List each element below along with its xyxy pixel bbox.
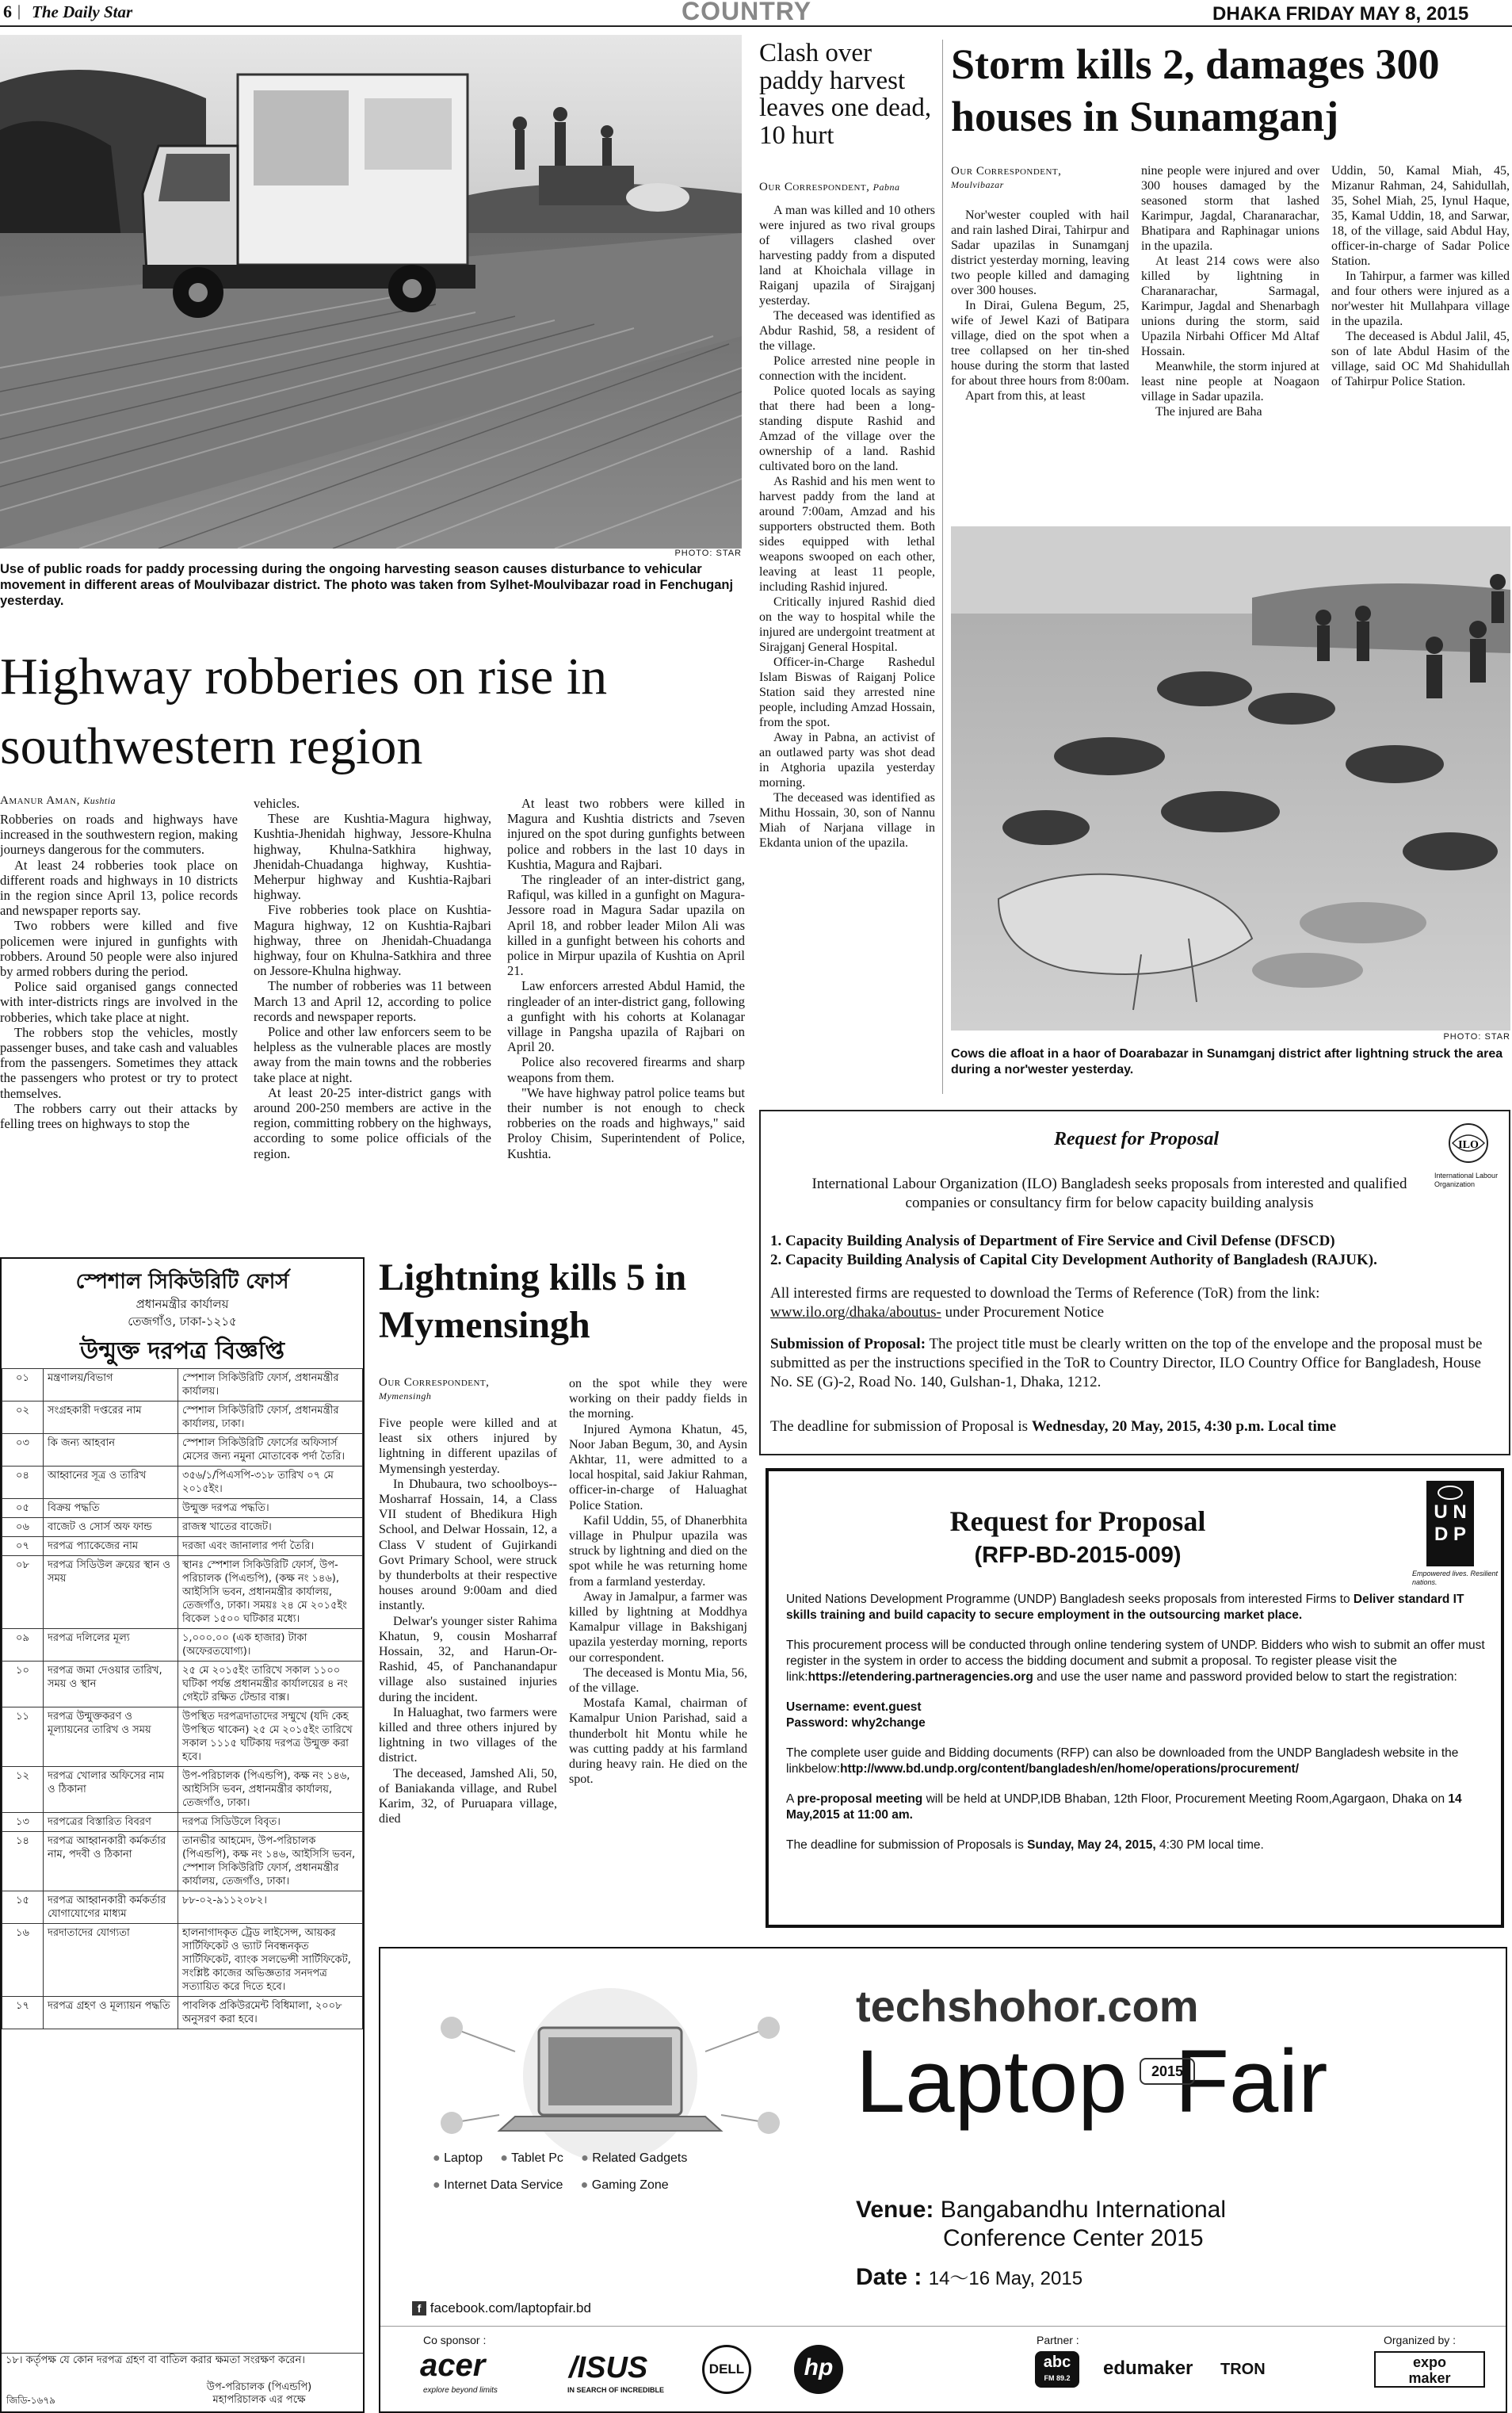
undp-logo-text: U N D P bbox=[1434, 1501, 1467, 1545]
tender-cell-n: ০৩ bbox=[2, 1434, 44, 1467]
photo2-caption: Cows die afloat in a haor of Doarabazar in Sunamganj district after lightning struck the area during a nor'wester yesterday. bbox=[951, 1047, 1503, 1076]
tender-cell-k: বিক্রয় পদ্ধতি bbox=[44, 1499, 178, 1518]
laptop-illustration-icon bbox=[404, 1980, 816, 2170]
sponsor-hp: hp bbox=[794, 2345, 843, 2394]
photo2-credit: PHOTO: STAR bbox=[1443, 1032, 1510, 1042]
table-row bbox=[2, 1434, 363, 1467]
lightning-headline: Lightning kills 5 in Mymensingh bbox=[379, 1256, 687, 1346]
partner-edumaker: edumaker bbox=[1103, 2358, 1193, 2379]
section-name: COUNTRY bbox=[682, 0, 812, 25]
lightning-col1: Five people were killed and at least six others injured by lightning in different upazilas of Mymensingh yesterday. In Dhubaura, two schoolboys-- Mosharraf Hossain, 14, a Class VII student of Bhedikura High School, and Delwar Hossain, 12, a Class V student of Gujirkandi Govt Primary School, were struck by thunderbolts at their respective houses around 9:00am and died instantly. Delwar's younger sister Rahima Khatun, 9, cousin Mosharraf Hossain, 32, and Harun-Or-Rashid, 45, of Panchanandapur village also sustained injuries during the incident. In Haluaghat, two farmers were killed and three others injured by lightning in two villages of the district. The deceased, Jamshed Ali, 50, of Baniakanda village, and Rubel Karim, 32, of Puruapara village, died bbox=[379, 1417, 557, 1826]
tender-cell-n: ০৬ bbox=[2, 1518, 44, 1537]
table-row bbox=[2, 1813, 363, 1832]
ilo-logo-sub: International Labour Organization bbox=[1434, 1172, 1499, 1188]
highway-headline: Highway robberies on rise in southwestern region bbox=[0, 648, 608, 775]
table-row bbox=[2, 1369, 363, 1402]
tender-cell-v: হালনাগাদকৃত ট্রেড লাইসেন্স, আয়কর সার্টিফিকেট ও ভ্যাট নিবন্ধনকৃত সার্টিফিকেট, ব্যাংক সলভেন্সী সার্টিফিকেট, সংশ্লিষ্ট কাজের অভিজ্ঞতার সনদপত্র সত্যায়িত করে দিতে হবে। bbox=[178, 1924, 363, 1997]
tender-cell-k: দরপত্র গ্রহণ ও মূল্যায়ন পদ্ধতি bbox=[44, 1997, 178, 2029]
page-number: 6 bbox=[3, 2, 12, 21]
highway-col1: Robberies on roads and highways have increased in the southwestern region, making journeys dangerous for the commuters. At least 24 robberies took place on different roads and highways in 10 districts in the region since April 13, police records and newspaper reports say. Two robbers were killed and five policemen were injured in gunfights with robbers. Around 50 people were also injured by armed robbers during the period. Police said organised gangs connected with inter-districts rings are involved in the robberies, which take place at night. The robbers stop the vehicles, mostly passenger buses, and take cash and valuables from the passengers. Sometimes they attack the passengers who protest or try to protect themselves. The robbers carry out their attacks by felling trees on highways to stop the bbox=[0, 812, 238, 1132]
tender-cell-v: স্পেশাল সিকিউরিটি ফোর্স, প্রধানমন্ত্রীর কার্যালয়, ঢাকা। bbox=[178, 1402, 363, 1434]
tender-cell-k: দরপত্র আহ্বানকারী কর্মকর্তার যোগাযোগের মাধ্যম bbox=[44, 1891, 178, 1924]
laptop-date: Date : 14～16 May, 2015 bbox=[856, 2264, 1083, 2290]
tender-cell-n: ১৫ bbox=[2, 1891, 44, 1924]
laptop-categories: ● Laptop ● Tablet Pc ● Related Gadgets ● Internet Data Service ● Gaming Zone bbox=[433, 2151, 688, 2192]
storm-col2: nine people were injured and over 300 houses damaged by the seasoned storm that lashed Karimpur, Jagdal, Charanarachar, Bhatipara and Raphinagar unions in the upazila. At least 214 cows were also killed by lightning in Charanarachar, Sarmagal, Karimpur, Jagdal and Shenarbagh unions during the storm, said Upazila Nirbahi Officer Md Altaf Hossain. Meanwhile, the storm injured at least nine people at Noagaon village in Sadar upazila. The injured are Baha bbox=[1141, 164, 1319, 419]
highway-byline: Amanur Aman, Kushtia bbox=[0, 794, 116, 807]
tender-cell-k: দরপত্র দলিলের মূল্য bbox=[44, 1629, 178, 1662]
storm-headline: Storm kills 2, damages 300 houses in Sunamganj bbox=[951, 40, 1440, 140]
tender-table bbox=[2, 1368, 363, 2029]
laptop-partner-label: Partner : bbox=[1037, 2334, 1079, 2346]
tender-cell-v: দরজা এবং জানালার পর্দা তৈরি। bbox=[178, 1537, 363, 1556]
tender-cell-n: ০৪ bbox=[2, 1467, 44, 1499]
tender-cell-n: ১৪ bbox=[2, 1832, 44, 1891]
laptop-year-badge: 2015 bbox=[1140, 2058, 1195, 2085]
sponsor-asus-tag: IN SEARCH OF INCREDIBLE bbox=[567, 2386, 665, 2394]
table-row bbox=[2, 1924, 363, 1997]
tender-cell-n: ১৩ bbox=[2, 1813, 44, 1832]
tender-cell-k: দরপত্র উন্মুক্তকরণ ও মূল্যায়নের তারিখ ও সময় bbox=[44, 1707, 178, 1767]
photo-cows-haor bbox=[951, 526, 1510, 1031]
lightning-byline: Our Correspondent, Mymensingh bbox=[379, 1376, 490, 1402]
tender-cell-n: ০৭ bbox=[2, 1537, 44, 1556]
tender-cell-k: সংগ্রহকারী দপ্তরের নাম bbox=[44, 1402, 178, 1434]
tender-cell-v: পাবলিক প্রকিউরমেন্ট বিধিমালা, ২০০৮ অনুসরণ করা হবে। bbox=[178, 1997, 363, 2029]
undp-procurement-link[interactable]: http://www.bd.undp.org/content/bangladesh/en/home/operations/procurement/ bbox=[840, 1762, 1300, 1776]
clash-body: A man was killed and 10 others were injured as two rival groups of villagers clashed over harvesting paddy from a disputed land at Khoichala village in Raiganj upazila of Sirajganj yesterday. The deceased was identified as Abdur Rashid, 58, a resident of the village. Police arrested nine people in connection with the incident. Police quoted locals as saying that there had been a long-standing dispute Rashid and Amzad of the village over the ownership of a land. Rashid cultivated boro on the land. As Rashid and his men went to harvest paddy from the land at around 7:00am, Amzad and his supporters obstructed them. Both sides equipped with lethal weapons swooped on each other, leaving at least 11 people, including Rashid injured. Critically injured Rashid died on the way to hospital while the injured are undergoint treatment at Sirajganj General Hospital. Officer-in-Charge Rashedul Islam Biswas of Raiganj Police Station said they arrested nine people, including Amzad Hossain, from the spot. Away in Pabna, an activist of an outlawed party was shot dead in Atghoria upazila yesterday morning. The deceased was identified as Mithu Hossain, 30, son of Nannu Miah of Narjana village in Ekdanta union of the upazila. bbox=[759, 204, 935, 850]
storm-col3: Uddin, 50, Kamal Miah, 45, Mizanur Rahman, 24, Sahidullah, 35, Sohel Miah, 25, Iynul Haque, 35, Kamal Uddin, 18, and Sarwar, 18, of the village, said Abdul Hay, officer-in-charge of Sadar Police Station. In Tahirpur, a farmer was killed and four others were injured as a nor'wester hit Mullahpara village in the upazila. The deceased is Abdul Jalil, 45, son of late Abdul Hasim of the village, said OC Md Shahidullah of Tahirpur Police Station. bbox=[1331, 164, 1510, 388]
laptop-cosponsor-label: Co sponsor : bbox=[423, 2334, 487, 2346]
tender-cell-k: মন্ত্রণালয়/বিভাগ bbox=[44, 1369, 178, 1402]
tender-note: ১৮। কর্তৃপক্ষ যে কোন দরপত্র গ্রহণ বা বাতিল করার ক্ষমতা সংরক্ষণ করেন। bbox=[2, 2353, 363, 2367]
tender-cell-v: দরপত্র সিডিউলে বিবৃত। bbox=[178, 1813, 363, 1832]
tender-cell-v: উপ-পরিচালক (পিএন্ডপি), কক্ষ নং ১৪৬, আইসিসি ভবন, প্রধানমন্ত্রীর কার্যালয়, তেজগাঁও, ঢাকা। bbox=[178, 1767, 363, 1813]
tender-notice bbox=[0, 1257, 365, 2413]
table-row bbox=[2, 1556, 363, 1629]
partner-tron: TRON bbox=[1220, 2361, 1266, 2378]
tender-cell-n: ০২ bbox=[2, 1402, 44, 1434]
tender-cell-v: তানভীর আহমেদ, উপ-পরিচালক (পিএন্ডপি), কক্ষ নং ১৪৬, আইসিসি ভবন, স্পেশাল সিকিউরিটি ফোর্স, প্রধানমন্ত্রীর কার্যালয়, তেজগাঁও, ঢাকা। bbox=[178, 1832, 363, 1891]
ilo-submission: Submission of Proposal: The project title must be clearly written on the top of the envelope and the proposal must be submitted as per the instructions specified in the ToR to Country Director, ILO Country Office for Bangladesh, House No. SE (G)-2, Road No. 140, Gulshan-1, Dhaka, 1212. bbox=[770, 1336, 1483, 1390]
tender-code: জিডি-১৬৭৯ bbox=[6, 2395, 55, 2406]
highway-col2: vehicles. These are Kushtia-Magura highway, Kushtia-Jhenidah highway, Jessore-Khulna highway, Khulna-Satkhira highway, Jhenidah-Chuadanga highway, Kushtia-Meherpur highway and Kushtia-Rajbari highway. Five robberies took place on Kushtia-Magura highway, 12 on Kushtia-Rajbari highway, three on Jhenidah-Chuadanga highway, four on Khulna-Satkhira and three on Jessore-Khulna highway. The number of robberies was 11 between March 13 and April 12, according to police records and newspaper reports. Police and other law enforcers seem to be helpless as the vulnerable places are mostly away from the main towns and the robberies take place at night. At least 20-25 inter-district gangs with around 200-250 members are active in the region, committing robbery on the highways, according to some police officials of the region. bbox=[254, 796, 491, 1161]
laptop-facebook[interactable]: f facebook.com/laptopfair.bd bbox=[412, 2300, 591, 2316]
tender-cell-k: দরপত্র জমা দেওয়ার তারিখ, সময় ও স্থান bbox=[44, 1662, 178, 1707]
facebook-icon: f bbox=[412, 2301, 426, 2315]
tender-cell-n: ০১ bbox=[2, 1369, 44, 1402]
table-row bbox=[2, 1707, 363, 1767]
tender-cell-k: দরপত্র প্যাকেজের নাম bbox=[44, 1537, 178, 1556]
page-header: 6 | The Daily Star COUNTRY DHAKA FRIDAY MAY 8, 2015 bbox=[0, 0, 1512, 27]
tender-cell-n: ০৮ bbox=[2, 1556, 44, 1629]
undp-logo-sub: Empowered lives. Resilient nations. bbox=[1412, 1570, 1499, 1586]
dateline: DHAKA FRIDAY MAY 8, 2015 bbox=[1212, 3, 1469, 25]
table-row bbox=[2, 1767, 363, 1813]
tender-cell-k: কি জন্য আহবান bbox=[44, 1434, 178, 1467]
sponsor-acer: acer bbox=[420, 2348, 486, 2383]
undp-logo-icon bbox=[1426, 1481, 1474, 1566]
photo-truck-paddy bbox=[0, 35, 742, 549]
tender-cell-v: রাজস্ব খাতের বাজেট। bbox=[178, 1518, 363, 1537]
sponsor-dell: DELL bbox=[702, 2345, 751, 2394]
tender-cell-v: উন্মুক্ত দরপত্র পদ্ধতি। bbox=[178, 1499, 363, 1518]
undp-body: United Nations Development Programme (UNDP) Bangladesh seeks proposals from interested Firms to Deliver standard IT skills training and build capacity to secure employment in the outsourcing market place. This procurement process will be conducted through online tendering system of UNDP. Bidders who wish to submit an offer must register in the system in order to access the bidding document and submit a proposal. To register please visit the link:https://etendering.partneragencies.org and use the user name and password provided below to start the registration: Username: event.guest Password: why2change The complete user guide and Bidding documents (RFP) can also be downloaded from the UNDP Bangladesh website in the linkbelow:http://www.bd.undp.org/content/bangladesh/en/home/operations/procurement/ A pre-proposal meeting will be held at UNDP,IDB Bhaban, 12th Floor, Procurement Meeting Room,Agargaon, Dhaka on 14 May,2015 at 11:00 am. The deadline for submission of Proposals is Sunday, May 24, 2015, 4:30 PM local time. bbox=[786, 1593, 1485, 1852]
tender-cell-n: ০৯ bbox=[2, 1629, 44, 1662]
ilo-deadline: The deadline for submission of Proposal is Wednesday, 20 May, 2015, 4:30 p.m. Local time bbox=[770, 1418, 1337, 1435]
table-row bbox=[2, 1997, 363, 2029]
table-row bbox=[2, 1537, 363, 1556]
laptop-organized-label: Organized by : bbox=[1384, 2334, 1457, 2346]
partner-abc: abc FM 89.2 bbox=[1035, 2351, 1079, 2388]
ilo-ad bbox=[759, 1110, 1510, 1455]
tender-cell-k: দরপত্রের বিস্তারিত বিবরণ bbox=[44, 1813, 178, 1832]
tender-cell-v: ২৫ মে ২০১৫ইং তারিখে সকাল ১১০০ ঘটিকা পর্যন্ত প্রধানমন্ত্রীর কার্যালয়ের ৪ নং গেইটে রক্ষিত টেন্ডার বাক্স। bbox=[178, 1662, 363, 1707]
tender-office: প্রধানমন্ত্রীর কার্যালয় bbox=[136, 1297, 229, 1311]
tender-cell-k: আহ্বানের সূত্র ও তারিখ bbox=[44, 1467, 178, 1499]
undp-ad bbox=[766, 1468, 1504, 1928]
table-row bbox=[2, 1662, 363, 1707]
tender-cell-v: ৩৫৬/১/পিএসপি-৩১৮ তারিখ ০৭ মে ২০১৫ইং। bbox=[178, 1467, 363, 1499]
clash-byline: Our Correspondent, Pabna bbox=[759, 181, 900, 193]
tender-cell-k: বাজেট ও সোর্স অফ ফান্ড bbox=[44, 1518, 178, 1537]
tender-address: তেজগাঁও, ঢাকা-১২১৫ bbox=[128, 1314, 237, 1329]
table-row bbox=[2, 1891, 363, 1924]
tender-cell-k: দরদাতাদের যোগ্যতা bbox=[44, 1924, 178, 1997]
paper-name: The Daily Star bbox=[32, 2, 133, 21]
tender-cell-v: স্পেশাল সিকিউরিটি ফোর্সের অফিসার্স মেসের জন্য নমুনা মোতাবেক পর্দা তৈরি। bbox=[178, 1434, 363, 1467]
ilo-title: Request for Proposal bbox=[1053, 1129, 1219, 1149]
sponsor-acer-tag: explore beyond limits bbox=[423, 2386, 498, 2395]
undp-code: (RFP-BD-2015-009) bbox=[974, 1543, 1182, 1568]
table-row bbox=[2, 1499, 363, 1518]
tender-cell-v: ৮৮-০২-৯১১২০৮২। bbox=[178, 1891, 363, 1924]
photo1-caption: Use of public roads for paddy processing during the ongoing harvesting season causes disturbance to vehicular movement in different areas of Moulvibazar district. The photo was taken from Sylhet-Moulvibazar road in Fenchuganj yesterday. bbox=[0, 562, 734, 608]
table-row bbox=[2, 1518, 363, 1537]
tender-cell-n: ১০ bbox=[2, 1662, 44, 1707]
tender-cell-k: দরপত্র সিডিউল ক্রয়ের স্থান ও সময় bbox=[44, 1556, 178, 1629]
clash-headline: Clash over paddy harvest leaves one dead, 10 hurt bbox=[759, 39, 932, 150]
ilo-items: 1. Capacity Building Analysis of Department of Fire Service and Civil Defense (DFSCD) 2. Capacity Building Analysis of Capital City Development Authority of Bangladesh (RAJUK). bbox=[770, 1233, 1377, 1268]
ilo-logo-icon bbox=[1441, 1122, 1496, 1170]
tender-cell-v: উপস্থিত দরপত্রদাতাদের সম্মুখে (যদি কেহ উপস্থিত থাকেন) ২৫ মে ২০১৫ইং তারিখে সকাল ১১১৫ ঘটিকায় দরপত্র উন্মুক্ত করা হবে। bbox=[178, 1707, 363, 1767]
tender-cell-v: স্পেশাল সিকিউরিটি ফোর্স, প্রধানমন্ত্রীর কার্যালয়। bbox=[178, 1369, 363, 1402]
tender-signature: উপ-পরিচালক (পিএন্ডপি) মহাপরিচালক এর পক্ষে bbox=[206, 2381, 312, 2406]
storm-byline: Our Correspondent, Moulvibazar bbox=[951, 165, 1062, 190]
ilo-tor: All interested firms are requested to download the Terms of Reference (ToR) from the link: www.ilo.org/dhaka/aboutus- under Procurement Notice bbox=[770, 1285, 1320, 1321]
table-row bbox=[2, 1402, 363, 1434]
highway-col3: At least two robbers were killed in Magura and Kushtia districts and 7seven injured on the spot during gunfights between police and robbers in the last 10 days in Kushtia, Magura and Rajbari. The ringleader of an inter-district gang, Rafiqul, was killed in a gunfight on Magura-Jessore road in Magura Sadar upazila on April 18, and robber leader Milon Ali was killed in a gunfight between his cohorts and police in Mirpur upazila of Kushtia on April 21. Law enforcers arrested Abdul Hamid, the ringleader of an inter-district gang, following a gunfight with his cohorts at Kolanagar village in Pangsha upazila of Rajbari on April 20. Police also recovered firearms and sharp weapons from them. "We have highway patrol police teams but their number is not enough to check robberies on the roads and highways," said Proloy Chisim, Superintendent of Police, Kushtia. bbox=[507, 796, 745, 1161]
storm-col1: Nor'wester coupled with hail and rain lashed Dirai, Tahirpur and Sadar upazilas in Sunamganj district yesterday morning, leaving two people killed and damaging over 300 houses. In Dirai, Gulena Begum, 25, wife of Jewel Kazi of Batipara village, died on the spot when a tree collapsed on her tin-shed house during the storm that lasted for about three hours from 8:00am. Apart from this, at least bbox=[951, 208, 1129, 403]
table-row bbox=[2, 1467, 363, 1499]
ilo-intro: International Labour Organization (ILO) Bangladesh seeks proposals from interested and qualified companies or consultancy firm for below capacity building analysis bbox=[811, 1176, 1407, 1211]
tender-cell-k: দরপত্র আহ্বানকারী কর্মকর্তার নাম, পদবী ও ঠিকানা bbox=[44, 1832, 178, 1891]
tender-cell-n: ১২ bbox=[2, 1767, 44, 1813]
organizer-expomaker: expo maker bbox=[1374, 2351, 1485, 2388]
laptop-fair-ad bbox=[379, 1947, 1507, 2413]
undp-etender-link[interactable]: https://etendering.partneragencies.org bbox=[808, 1670, 1033, 1684]
tender-cell-v: স্থানঃ স্পেশাল সিকিউরিটি ফোর্স, উপ-পরিচালক (পিএন্ডপি), (কক্ষ নং ১৪৬), আইসিসি ভবন, প্রধানমন্ত্রীর কার্যালয়, তেজগাঁও, ঢাকা। সময়ঃ ২৪ মে ২০১৫ইং বিকেল ১৫০০ ঘটিকার মধ্যে। bbox=[178, 1556, 363, 1629]
lightning-col2: on the spot while they were working on their paddy fields in the morning. Injured Aymona Khatun, 45, Noor Jaban Begum, 30, and Aysin Akhtar, 11, were admitted to a local hospital, said Jakiur Rahman, officer-in-charge of Haluaghat Police Station. Kafil Uddin, 55, of Dhanerbhita village in Phulpur upazila was struck by lightning and died on the spot while he was returning home from a farmland yesterday. Away in Jamalpur, a farmer was killed by lightning at Moddhya Kamalpur village in Bakshiganj upazila yesterday morning, reports our correspondent. The deceased is Montu Mia, 56, of the village. Mostafa Kamal, chairman of Kamalpur Union Parishad, said a thunderbolt hit Montu while he was cutting paddy at his farmland during heavy rain. He died on the spot. bbox=[569, 1377, 747, 1787]
tender-cell-n: ১৬ bbox=[2, 1924, 44, 1997]
ilo-logo-text: ILO bbox=[1458, 1139, 1479, 1151]
tender-cell-n: ১১ bbox=[2, 1707, 44, 1767]
tender-title: উন্মুক্ত দরপত্র বিজ্ঞপ্তি bbox=[79, 1337, 284, 1365]
tender-cell-v: ১,০০০.০০ (এক হাজার) টাকা (অফেরতযোগ্য)। bbox=[178, 1629, 363, 1662]
tender-org: স্পেশাল সিকিউরিটি ফোর্স bbox=[75, 1270, 289, 1294]
laptop-venue: Venue: Bangabandhu International Conference Center 2015 bbox=[856, 2197, 1227, 2251]
laptop-fair-title: Laptop Fair bbox=[856, 2032, 1328, 2131]
table-row bbox=[2, 1629, 363, 1662]
undp-title: Request for Proposal bbox=[949, 1505, 1206, 1537]
ilo-tor-link[interactable]: www.ilo.org/dhaka/aboutus- bbox=[770, 1304, 941, 1321]
sponsor-asus: /ISUS bbox=[569, 2351, 648, 2384]
tender-cell-k: দরপত্র খোলার অফিসের নাম ও ঠিকানা bbox=[44, 1767, 178, 1813]
photo1-credit: PHOTO: STAR bbox=[674, 549, 742, 558]
tender-cell-n: ১৭ bbox=[2, 1997, 44, 2029]
table-row bbox=[2, 1832, 363, 1891]
laptop-site: techshohor.com bbox=[856, 1981, 1199, 2031]
tender-cell-n: ০৫ bbox=[2, 1499, 44, 1518]
